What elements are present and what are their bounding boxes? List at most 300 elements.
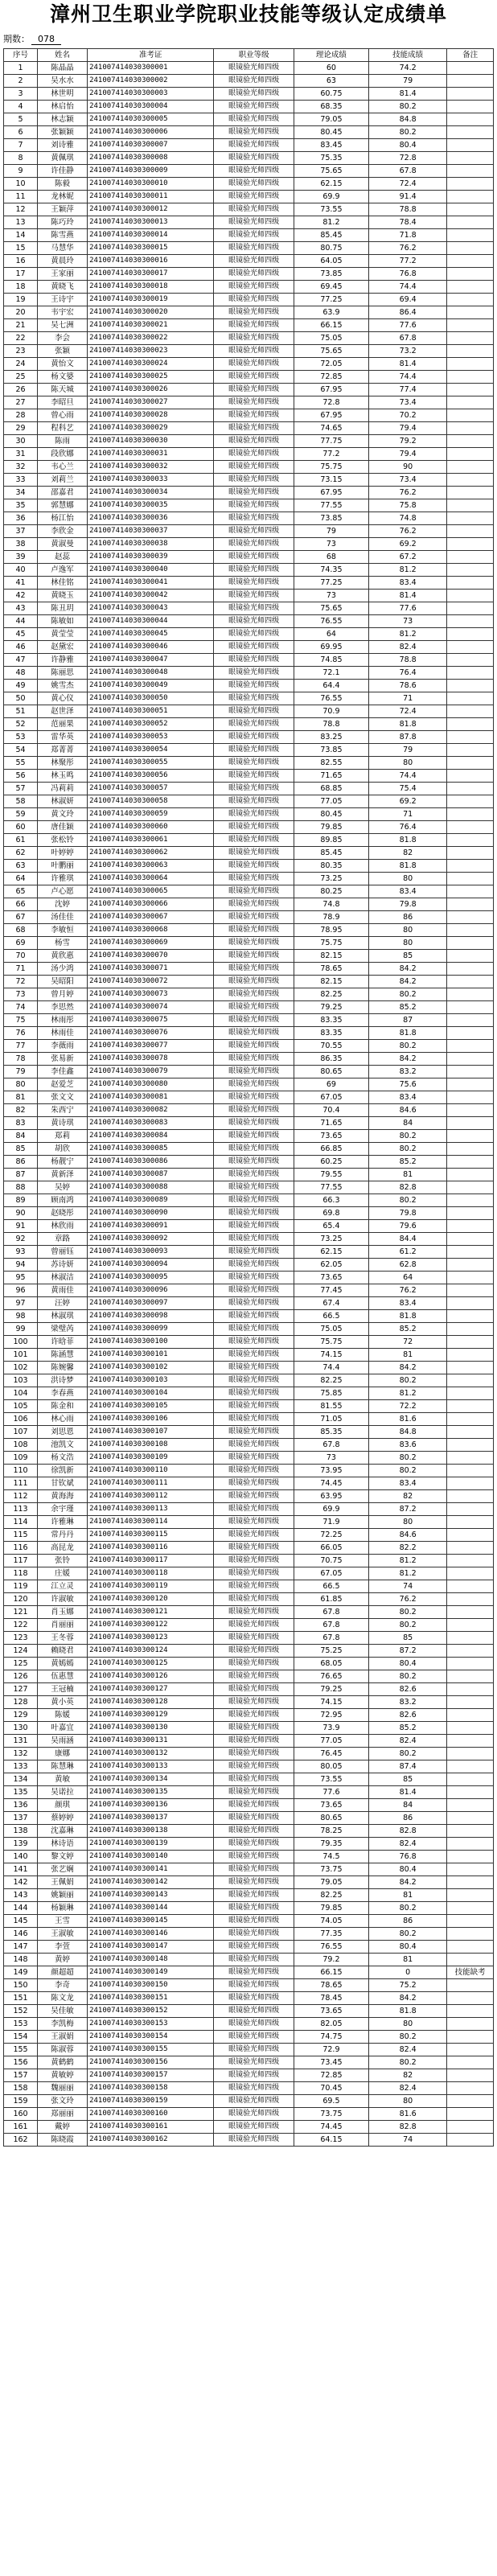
cell-skill: 83.4 xyxy=(368,1477,446,1490)
cell-theory: 72.05 xyxy=(294,358,368,371)
table-row xyxy=(4,242,494,255)
cell-theory: 67.8 xyxy=(294,1606,368,1619)
cell-remark xyxy=(447,487,494,499)
cell-cert: 241007414030300085 xyxy=(88,1143,214,1156)
table-row xyxy=(4,255,494,268)
cell-occupation: 眼镜验光师四级 xyxy=(214,345,294,358)
cell-skill: 85.2 xyxy=(368,1156,446,1169)
cell-name: 林欣雨 xyxy=(38,1220,88,1233)
table-row xyxy=(4,371,494,384)
cell-remark xyxy=(447,937,494,950)
cell-cert: 241007414030300091 xyxy=(88,1220,214,1233)
table-row xyxy=(4,62,494,75)
cell-remark xyxy=(447,191,494,203)
cell-occupation: 眼镜验光师四级 xyxy=(214,821,294,834)
cell-occupation: 眼镜验光师四级 xyxy=(214,898,294,911)
cell-theory: 80.65 xyxy=(294,1812,368,1825)
cell-occupation: 眼镜验光师四级 xyxy=(214,242,294,255)
cell-occupation: 眼镜验光师四级 xyxy=(214,358,294,371)
cell-seq: 44 xyxy=(4,615,38,628)
cell-skill: 67.8 xyxy=(368,332,446,345)
table-row xyxy=(4,1658,494,1670)
cell-cert: 241007414030300061 xyxy=(88,834,214,847)
cell-occupation: 眼镜验光师四级 xyxy=(214,1696,294,1709)
cell-theory: 72.25 xyxy=(294,1529,368,1542)
table-row xyxy=(4,1452,494,1465)
cell-cert: 241007414030300050 xyxy=(88,692,214,705)
cell-skill: 84.2 xyxy=(368,1876,446,1889)
cell-theory: 74.45 xyxy=(294,1477,368,1490)
cell-theory: 79.25 xyxy=(294,1001,368,1014)
table-row xyxy=(4,2095,494,2108)
cell-remark xyxy=(447,1014,494,1027)
cell-cert: 241007414030300025 xyxy=(88,371,214,384)
cell-name: 林淑洁 xyxy=(38,1272,88,1284)
cell-cert: 241007414030300159 xyxy=(88,2095,214,2108)
cell-name: 王淑娟 xyxy=(38,2031,88,2044)
header-cert: 准考证 xyxy=(88,49,214,62)
cell-remark xyxy=(447,757,494,770)
cell-remark xyxy=(447,268,494,281)
cell-remark xyxy=(447,950,494,963)
cell-seq: 19 xyxy=(4,294,38,306)
cell-occupation: 眼镜验光师四级 xyxy=(214,1760,294,1773)
table-row xyxy=(4,1979,494,1992)
cell-remark xyxy=(447,1992,494,2005)
cell-cert: 241007414030300006 xyxy=(88,126,214,139)
cell-theory: 85.45 xyxy=(294,229,368,242)
cell-cert: 241007414030300150 xyxy=(88,1979,214,1992)
cell-skill: 81.6 xyxy=(368,2108,446,2121)
cell-skill: 80.2 xyxy=(368,1130,446,1143)
cell-skill: 73.4 xyxy=(368,396,446,409)
cell-occupation: 眼镜验光师四级 xyxy=(214,1876,294,1889)
cell-name: 陈涵慧 xyxy=(38,1349,88,1362)
table-row xyxy=(4,1053,494,1066)
cell-occupation: 眼镜验光师四级 xyxy=(214,178,294,191)
cell-remark xyxy=(447,1272,494,1284)
cell-skill: 81 xyxy=(368,1169,446,1181)
cell-remark xyxy=(447,371,494,384)
table-row xyxy=(4,1825,494,1838)
table-row xyxy=(4,1722,494,1735)
cell-skill: 85 xyxy=(368,1632,446,1645)
cell-seq: 107 xyxy=(4,1426,38,1439)
cell-occupation: 眼镜验光师四级 xyxy=(214,551,294,564)
cell-occupation: 眼镜验光师四级 xyxy=(214,1053,294,1066)
cell-cert: 241007414030300020 xyxy=(88,306,214,319)
cell-skill: 80.4 xyxy=(368,139,446,152)
cell-occupation: 眼镜验光师四级 xyxy=(214,1310,294,1323)
cell-cert: 241007414030300076 xyxy=(88,1027,214,1040)
cell-seq: 71 xyxy=(4,963,38,976)
table-row xyxy=(4,795,494,808)
cell-seq: 9 xyxy=(4,165,38,178)
table-row xyxy=(4,898,494,911)
cell-theory: 75.85 xyxy=(294,1387,368,1400)
cell-name: 范丽果 xyxy=(38,718,88,731)
cell-remark xyxy=(447,1117,494,1130)
cell-skill: 87.2 xyxy=(368,1645,446,1658)
cell-occupation: 眼镜验光师四级 xyxy=(214,216,294,229)
cell-remark xyxy=(447,1606,494,1619)
cell-remark xyxy=(447,577,494,590)
table-row xyxy=(4,1426,494,1439)
cell-theory: 69.9 xyxy=(294,191,368,203)
cell-seq: 73 xyxy=(4,988,38,1001)
cell-cert: 241007414030300012 xyxy=(88,203,214,216)
cell-occupation: 眼镜验光师四级 xyxy=(214,1992,294,2005)
cell-skill: 81.2 xyxy=(368,1567,446,1580)
cell-skill: 80.2 xyxy=(368,988,446,1001)
cell-remark xyxy=(447,1760,494,1773)
cell-name: 沈婷 xyxy=(38,898,88,911)
cell-theory: 73.55 xyxy=(294,203,368,216)
cell-theory: 82.55 xyxy=(294,757,368,770)
cell-seq: 127 xyxy=(4,1683,38,1696)
cell-skill: 71 xyxy=(368,808,446,821)
cell-name: 马慧华 xyxy=(38,242,88,255)
cell-cert: 241007414030300087 xyxy=(88,1169,214,1181)
cell-remark xyxy=(447,358,494,371)
cell-theory: 66.15 xyxy=(294,1966,368,1979)
cell-skill: 80 xyxy=(368,757,446,770)
cell-cert: 241007414030300036 xyxy=(88,512,214,525)
cell-seq: 29 xyxy=(4,422,38,435)
cell-skill: 83.4 xyxy=(368,1297,446,1310)
cell-cert: 241007414030300039 xyxy=(88,551,214,564)
cell-remark xyxy=(447,1619,494,1632)
cell-skill: 81.2 xyxy=(368,1555,446,1567)
cell-cert: 241007414030300022 xyxy=(88,332,214,345)
table-row xyxy=(4,1786,494,1799)
cell-seq: 79 xyxy=(4,1066,38,1078)
cell-skill: 81.8 xyxy=(368,1027,446,1040)
cell-cert: 241007414030300108 xyxy=(88,1439,214,1452)
cell-remark xyxy=(447,1233,494,1246)
cell-skill: 81 xyxy=(368,1889,446,1902)
cell-name: 李春燕 xyxy=(38,1387,88,1400)
cell-cert: 241007414030300109 xyxy=(88,1452,214,1465)
cell-name: 陈慧琳 xyxy=(38,1760,88,1773)
cell-theory: 64.05 xyxy=(294,255,368,268)
cell-name: 徐凯新 xyxy=(38,1465,88,1477)
cell-cert: 241007414030300144 xyxy=(88,1902,214,1915)
cell-occupation: 眼镜验光师四级 xyxy=(214,911,294,924)
cell-seq: 80 xyxy=(4,1078,38,1091)
cell-skill: 79.2 xyxy=(368,435,446,448)
cell-skill: 69.4 xyxy=(368,294,446,306)
cell-theory: 67.95 xyxy=(294,384,368,396)
cell-theory: 69.5 xyxy=(294,2095,368,2108)
cell-theory: 80.75 xyxy=(294,242,368,255)
cell-skill: 76.2 xyxy=(368,487,446,499)
cell-theory: 85.35 xyxy=(294,1426,368,1439)
table-row xyxy=(4,628,494,641)
cell-cert: 241007414030300021 xyxy=(88,319,214,332)
cell-name: 黄晓飞 xyxy=(38,281,88,294)
cell-occupation: 眼镜验光师四级 xyxy=(214,1606,294,1619)
table-row xyxy=(4,821,494,834)
cell-skill: 84.2 xyxy=(368,1053,446,1066)
cell-remark xyxy=(447,448,494,461)
cell-theory: 71.65 xyxy=(294,770,368,783)
cell-name: 姚颖丽 xyxy=(38,1889,88,1902)
cell-occupation: 眼镜验光师四级 xyxy=(214,1349,294,1362)
cell-remark xyxy=(447,1722,494,1735)
table-row xyxy=(4,345,494,358)
cell-occupation: 眼镜验光师四级 xyxy=(214,1735,294,1748)
cell-remark xyxy=(447,1001,494,1014)
cell-seq: 91 xyxy=(4,1220,38,1233)
cell-skill: 90 xyxy=(368,461,446,474)
cell-name: 曾丽钰 xyxy=(38,1246,88,1259)
cell-theory: 77.25 xyxy=(294,294,368,306)
table-row xyxy=(4,2082,494,2095)
cell-cert: 241007414030300135 xyxy=(88,1786,214,1799)
cell-occupation: 眼镜验光师四级 xyxy=(214,1246,294,1259)
cell-seq: 2 xyxy=(4,75,38,88)
cell-cert: 241007414030300090 xyxy=(88,1207,214,1220)
cell-seq: 12 xyxy=(4,203,38,216)
cell-remark xyxy=(447,628,494,641)
cell-skill: 84.6 xyxy=(368,1104,446,1117)
table-row xyxy=(4,1297,494,1310)
table-row xyxy=(4,577,494,590)
cell-remark xyxy=(447,1490,494,1503)
cell-cert: 241007414030300161 xyxy=(88,2121,214,2134)
table-row xyxy=(4,88,494,101)
cell-occupation: 眼镜验光师四级 xyxy=(214,1014,294,1027)
cell-cert: 241007414030300064 xyxy=(88,873,214,885)
cell-skill: 75.2 xyxy=(368,1979,446,1992)
table-row xyxy=(4,1040,494,1053)
cell-cert: 241007414030300028 xyxy=(88,409,214,422)
cell-theory: 74.8 xyxy=(294,898,368,911)
cell-occupation: 眼镜验光师四级 xyxy=(214,1670,294,1683)
cell-cert: 241007414030300024 xyxy=(88,358,214,371)
cell-skill: 84 xyxy=(368,1117,446,1130)
cell-cert: 241007414030300026 xyxy=(88,384,214,396)
cell-seq: 23 xyxy=(4,345,38,358)
cell-theory: 82.15 xyxy=(294,950,368,963)
cell-name: 苏诗妍 xyxy=(38,1259,88,1272)
cell-occupation: 眼镜验光师四级 xyxy=(214,950,294,963)
table-row xyxy=(4,667,494,680)
cell-name: 曾心雨 xyxy=(38,409,88,422)
cell-occupation: 眼镜验光师四级 xyxy=(214,2095,294,2108)
cell-theory: 77.55 xyxy=(294,499,368,512)
cell-name: 卢逸军 xyxy=(38,564,88,577)
cell-theory: 73.85 xyxy=(294,744,368,757)
table-row xyxy=(4,1632,494,1645)
cell-seq: 90 xyxy=(4,1207,38,1220)
cell-occupation: 眼镜验光师四级 xyxy=(214,1941,294,1954)
cell-remark xyxy=(447,783,494,795)
cell-skill: 86 xyxy=(368,911,446,924)
cell-cert: 241007414030300141 xyxy=(88,1863,214,1876)
cell-cert: 241007414030300023 xyxy=(88,345,214,358)
cell-seq: 106 xyxy=(4,1413,38,1426)
cell-occupation: 眼镜验光师四级 xyxy=(214,1825,294,1838)
cell-seq: 138 xyxy=(4,1825,38,1838)
cell-theory: 79.85 xyxy=(294,1902,368,1915)
cell-remark xyxy=(447,654,494,667)
cell-cert: 241007414030300111 xyxy=(88,1477,214,1490)
cell-cert: 241007414030300066 xyxy=(88,898,214,911)
cell-theory: 68.85 xyxy=(294,783,368,795)
cell-skill: 80.2 xyxy=(368,101,446,113)
cell-occupation: 眼镜验光师四级 xyxy=(214,2121,294,2134)
cell-skill: 77.6 xyxy=(368,319,446,332)
cell-seq: 82 xyxy=(4,1104,38,1117)
cell-cert: 241007414030300053 xyxy=(88,731,214,744)
cell-theory: 69.45 xyxy=(294,281,368,294)
cell-occupation: 眼镜验光师四级 xyxy=(214,2018,294,2031)
table-row xyxy=(4,396,494,409)
cell-remark xyxy=(447,1979,494,1992)
cell-cert: 241007414030300038 xyxy=(88,538,214,551)
cell-seq: 68 xyxy=(4,924,38,937)
cell-remark xyxy=(447,474,494,487)
cell-seq: 102 xyxy=(4,1362,38,1374)
table-row xyxy=(4,641,494,654)
cell-theory: 67.8 xyxy=(294,1619,368,1632)
cell-remark xyxy=(447,1220,494,1233)
cell-remark xyxy=(447,590,494,602)
cell-occupation: 眼镜验光师四级 xyxy=(214,667,294,680)
cell-theory: 67.95 xyxy=(294,487,368,499)
cell-occupation: 眼镜验光师四级 xyxy=(214,692,294,705)
cell-occupation: 眼镜验光师四级 xyxy=(214,873,294,885)
cell-skill: 80.2 xyxy=(368,1928,446,1941)
cell-occupation: 眼镜验光师四级 xyxy=(214,577,294,590)
cell-theory: 72.8 xyxy=(294,396,368,409)
cell-cert: 241007414030300001 xyxy=(88,62,214,75)
table-row xyxy=(4,834,494,847)
cell-remark xyxy=(447,101,494,113)
cell-remark xyxy=(447,873,494,885)
cell-occupation: 眼镜验光师四级 xyxy=(214,409,294,422)
cell-remark xyxy=(447,512,494,525)
cell-seq: 88 xyxy=(4,1181,38,1194)
cell-skill: 74 xyxy=(368,1580,446,1593)
cell-occupation: 眼镜验光师四级 xyxy=(214,1413,294,1426)
cell-cert: 241007414030300032 xyxy=(88,461,214,474)
cell-remark xyxy=(447,1928,494,1941)
cell-occupation: 眼镜验光师四级 xyxy=(214,1387,294,1400)
cell-seq: 42 xyxy=(4,590,38,602)
cell-skill: 80.4 xyxy=(368,1658,446,1670)
cell-theory: 76.55 xyxy=(294,692,368,705)
cell-name: 许雅琳 xyxy=(38,1516,88,1529)
cell-occupation: 眼镜验光师四级 xyxy=(214,191,294,203)
cell-skill: 85.2 xyxy=(368,1722,446,1735)
cell-skill: 76.4 xyxy=(368,667,446,680)
cell-theory: 73.65 xyxy=(294,2005,368,2018)
cell-occupation: 眼镜验光师四级 xyxy=(214,2056,294,2069)
cell-name: 黄敏婷 xyxy=(38,2069,88,2082)
cell-skill: 74.4 xyxy=(368,770,446,783)
cell-occupation: 眼镜验光师四级 xyxy=(214,924,294,937)
cell-theory: 60 xyxy=(294,62,368,75)
cell-cert: 241007414030300043 xyxy=(88,602,214,615)
cell-theory: 77.05 xyxy=(294,1735,368,1748)
cell-occupation: 眼镜验光师四级 xyxy=(214,1465,294,1477)
cell-skill: 75.8 xyxy=(368,499,446,512)
cell-occupation: 眼镜验光师四级 xyxy=(214,1915,294,1928)
cell-skill: 84.2 xyxy=(368,1362,446,1374)
table-row xyxy=(4,873,494,885)
cell-remark xyxy=(447,75,494,88)
cell-theory: 73.15 xyxy=(294,474,368,487)
cell-cert: 241007414030300051 xyxy=(88,705,214,718)
cell-cert: 241007414030300056 xyxy=(88,770,214,783)
cell-occupation: 眼镜验光师四级 xyxy=(214,1078,294,1091)
cell-remark xyxy=(447,2134,494,2147)
table-row xyxy=(4,860,494,873)
table-header-row xyxy=(4,49,494,62)
cell-occupation: 眼镜验光师四级 xyxy=(214,1001,294,1014)
cell-name: 吴水水 xyxy=(38,75,88,88)
cell-theory: 73.65 xyxy=(294,1130,368,1143)
cell-skill: 69.2 xyxy=(368,538,446,551)
table-row xyxy=(4,268,494,281)
cell-theory: 68.05 xyxy=(294,1658,368,1670)
cell-skill: 80.4 xyxy=(368,1941,446,1954)
cell-cert: 241007414030300046 xyxy=(88,641,214,654)
cell-seq: 5 xyxy=(4,113,38,126)
cell-seq: 37 xyxy=(4,525,38,538)
cell-skill: 79.4 xyxy=(368,422,446,435)
cell-seq: 98 xyxy=(4,1310,38,1323)
cell-name: 林雨彤 xyxy=(38,1014,88,1027)
cell-name: 陈晶晶 xyxy=(38,62,88,75)
cell-occupation: 眼镜验光师四级 xyxy=(214,1542,294,1555)
cell-skill: 84.2 xyxy=(368,963,446,976)
cell-remark xyxy=(447,1477,494,1490)
cell-skill: 84 xyxy=(368,1799,446,1812)
cell-skill: 78.6 xyxy=(368,680,446,692)
cell-name: 李昭旦 xyxy=(38,396,88,409)
cell-occupation: 眼镜验光师四级 xyxy=(214,976,294,988)
cell-skill: 82.4 xyxy=(368,1838,446,1851)
cell-theory: 74.85 xyxy=(294,654,368,667)
table-row xyxy=(4,216,494,229)
cell-theory: 73.65 xyxy=(294,1272,368,1284)
cell-remark xyxy=(447,409,494,422)
cell-occupation: 眼镜验光师四级 xyxy=(214,126,294,139)
cell-remark: 技能缺考 xyxy=(447,1966,494,1979)
cell-theory: 89.85 xyxy=(294,834,368,847)
cell-remark xyxy=(447,1104,494,1117)
cell-name: 李欣金 xyxy=(38,525,88,538)
cell-theory: 74.35 xyxy=(294,564,368,577)
cell-seq: 93 xyxy=(4,1246,38,1259)
cell-theory: 69.95 xyxy=(294,641,368,654)
cell-occupation: 眼镜验光师四级 xyxy=(214,1091,294,1104)
table-row xyxy=(4,1233,494,1246)
cell-occupation: 眼镜验光师四级 xyxy=(214,1966,294,1979)
cell-cert: 241007414030300130 xyxy=(88,1722,214,1735)
cell-seq: 50 xyxy=(4,692,38,705)
cell-skill: 79.6 xyxy=(368,1220,446,1233)
cell-seq: 126 xyxy=(4,1670,38,1683)
cell-seq: 152 xyxy=(4,2005,38,2018)
cell-skill: 74 xyxy=(368,2134,446,2147)
cell-remark xyxy=(447,281,494,294)
cell-occupation: 眼镜验光师四级 xyxy=(214,1580,294,1593)
